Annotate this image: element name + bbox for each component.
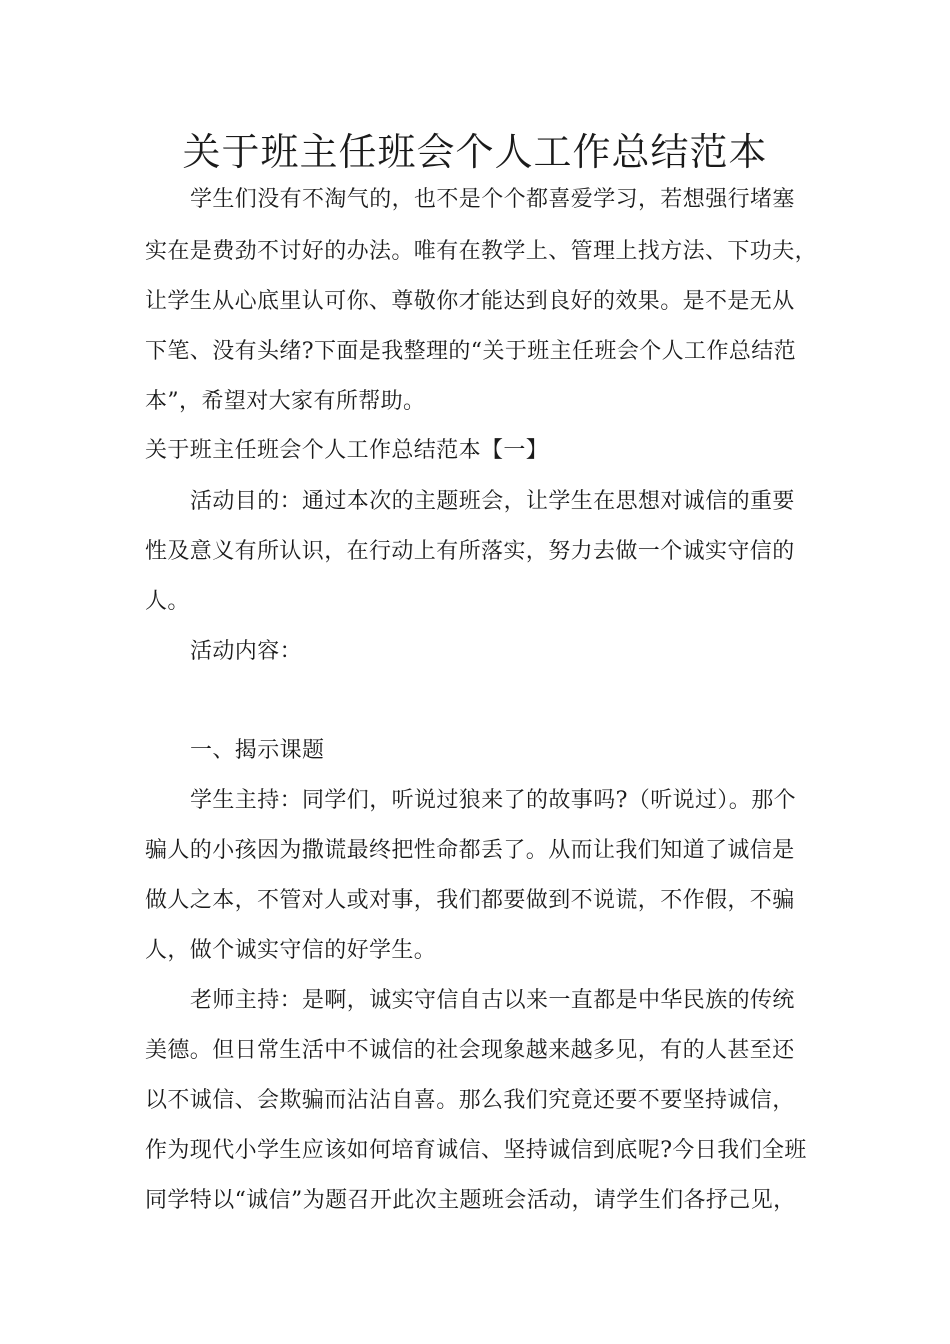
paragraph-line: 本”，希望对大家有所帮助。 bbox=[145, 389, 426, 414]
paragraph-line: 老师主持：是啊，诚实守信自古以来一直都是中华民族的传统 bbox=[190, 988, 795, 1013]
subsection-heading: 一、揭示课题 bbox=[190, 738, 325, 763]
paragraph-line: 美德。但日常生活中不诚信的社会现象越来越多见，有的人甚至还 bbox=[145, 1038, 795, 1063]
paragraph-line: 同学特以“诚信”为题召开此次主题班会活动，请学生们各抒己见， bbox=[145, 1188, 796, 1213]
paragraph-line: 人，做个诚实守信的好学生。 bbox=[145, 938, 437, 963]
paragraph-line: 性及意义有所认识，在行动上有所落实，努力去做一个诚实守信的 bbox=[145, 539, 795, 564]
paragraph-line: 人。 bbox=[145, 589, 190, 614]
paragraph-line: 做人之本，不管对人或对事，我们都要做到不说谎，不作假，不骗 bbox=[145, 888, 795, 913]
paragraph-line: 学生主持：同学们，听说过狼来了的故事吗?（听说过）。那个 bbox=[190, 788, 796, 813]
paragraph-line: 让学生从心底里认可你、尊敬你才能达到良好的效果。是不是无从 bbox=[145, 289, 795, 314]
paragraph-line: 以不诚信、会欺骗而沾沾自喜。那么我们究竟还要不要坚持诚信， bbox=[145, 1088, 795, 1113]
paragraph-line: 活动目的：通过本次的主题班会，让学生在思想对诚信的重要 bbox=[190, 489, 795, 514]
section-heading: 关于班主任班会个人工作总结范本【一】 bbox=[145, 438, 549, 463]
paragraph-line: 学生们没有不淘气的，也不是个个都喜爱学习，若想强行堵塞 bbox=[190, 187, 795, 212]
paragraph-line: 下笔、没有头绪?下面是我整理的“关于班主任班会个人工作总结范 bbox=[145, 339, 797, 364]
paragraph-line: 活动内容： bbox=[190, 639, 303, 664]
document-title: 关于班主任班会个人工作总结范本 bbox=[182, 130, 768, 174]
paragraph-line: 作为现代小学生应该如何培育诚信、坚持诚信到底呢?今日我们全班 bbox=[145, 1138, 807, 1163]
paragraph-line: 实在是费劲不讨好的办法。唯有在教学上、管理上找方法、下功夫， bbox=[145, 239, 818, 264]
paragraph-line: 骗人的小孩因为撒谎最终把性命都丢了。从而让我们知道了诚信是 bbox=[145, 838, 795, 863]
